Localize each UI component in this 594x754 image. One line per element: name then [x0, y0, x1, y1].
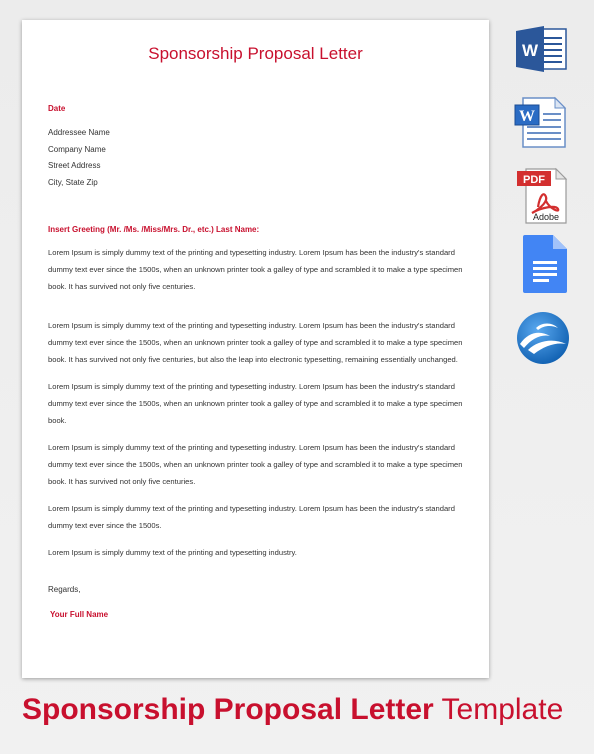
body-paragraph: Lorem Ipsum is simply dummy text of the printing and typesetting industry. Lorem Ipsum has been the industry's standard dummy text ever since the 1500s.	[48, 504, 455, 530]
body-paragraph: Lorem Ipsum is simply dummy text of the printing and typesetting industry. Lorem Ipsum has been the industry's standard dummy text ever since the 1500s, when an unknown printer took a galley of type and scrambled it to make a type specimen book. It has survived not only five centuries.	[48, 443, 463, 486]
document-title: Sponsorship Proposal Letter	[148, 44, 363, 63]
pdf-icon-sublabel: Adobe	[532, 212, 560, 222]
body-paragraph: Lorem Ipsum is simply dummy text of the printing and typesetting industry. Lorem Ipsum has been the industry's standard dummy text ever since the 1500s, when an unknown printer took a galley of type and scrambled it to make a type specimen book.	[48, 382, 463, 425]
closing: Regards,	[48, 585, 81, 594]
word-document-icon[interactable]	[513, 95, 569, 150]
banner-title: Sponsorship Proposal Letter	[22, 693, 434, 726]
address-line: City, State Zip	[48, 177, 98, 187]
pdf-icon[interactable]	[516, 167, 568, 225]
address-line: Addressee Name	[48, 128, 110, 137]
date-label: Date	[48, 104, 66, 113]
letter-document	[22, 20, 489, 678]
address-line: Street Address	[48, 161, 101, 170]
word-document-icon-label: W	[519, 108, 535, 125]
signature-name: Your Full Name	[50, 610, 109, 619]
address-block	[48, 125, 463, 191]
address-line: Company Name	[48, 144, 106, 154]
body-paragraph: Lorem Ipsum is simply dummy text of the printing and typesetting industry. Lorem Ipsum has been the industry's standard dummy text ever since the 1500s, when an unknown printer took a galley of type and scrambled it to make a type specimen book. It has survived not only five centuries.	[48, 248, 463, 291]
openoffice-icon[interactable]	[514, 310, 572, 366]
pdf-icon-label: PDF	[523, 174, 545, 186]
word-icon-label: W	[521, 41, 539, 60]
word-icon[interactable]	[514, 25, 568, 73]
template-banner	[22, 690, 582, 730]
body-paragraph: Lorem Ipsum is simply dummy text of the printing and typesetting industry.	[48, 548, 297, 557]
google-docs-icon[interactable]	[521, 233, 569, 295]
body-paragraph: Lorem Ipsum is simply dummy text of the printing and typesetting industry. Lorem Ipsum has been the industry's standard dummy text ever since the 1500s, when an unknown printer took a galley of type and scrambled it to make a type specimen book. It has survived not only five centuries, but also the leap into electronic typesetting, remaining essentially unchanged.	[48, 321, 463, 364]
greeting-line: Insert Greeting (Mr. /Ms. /Miss/Mrs. Dr., etc.) Last Name:	[48, 225, 260, 234]
banner-subtitle: Template	[441, 693, 564, 726]
